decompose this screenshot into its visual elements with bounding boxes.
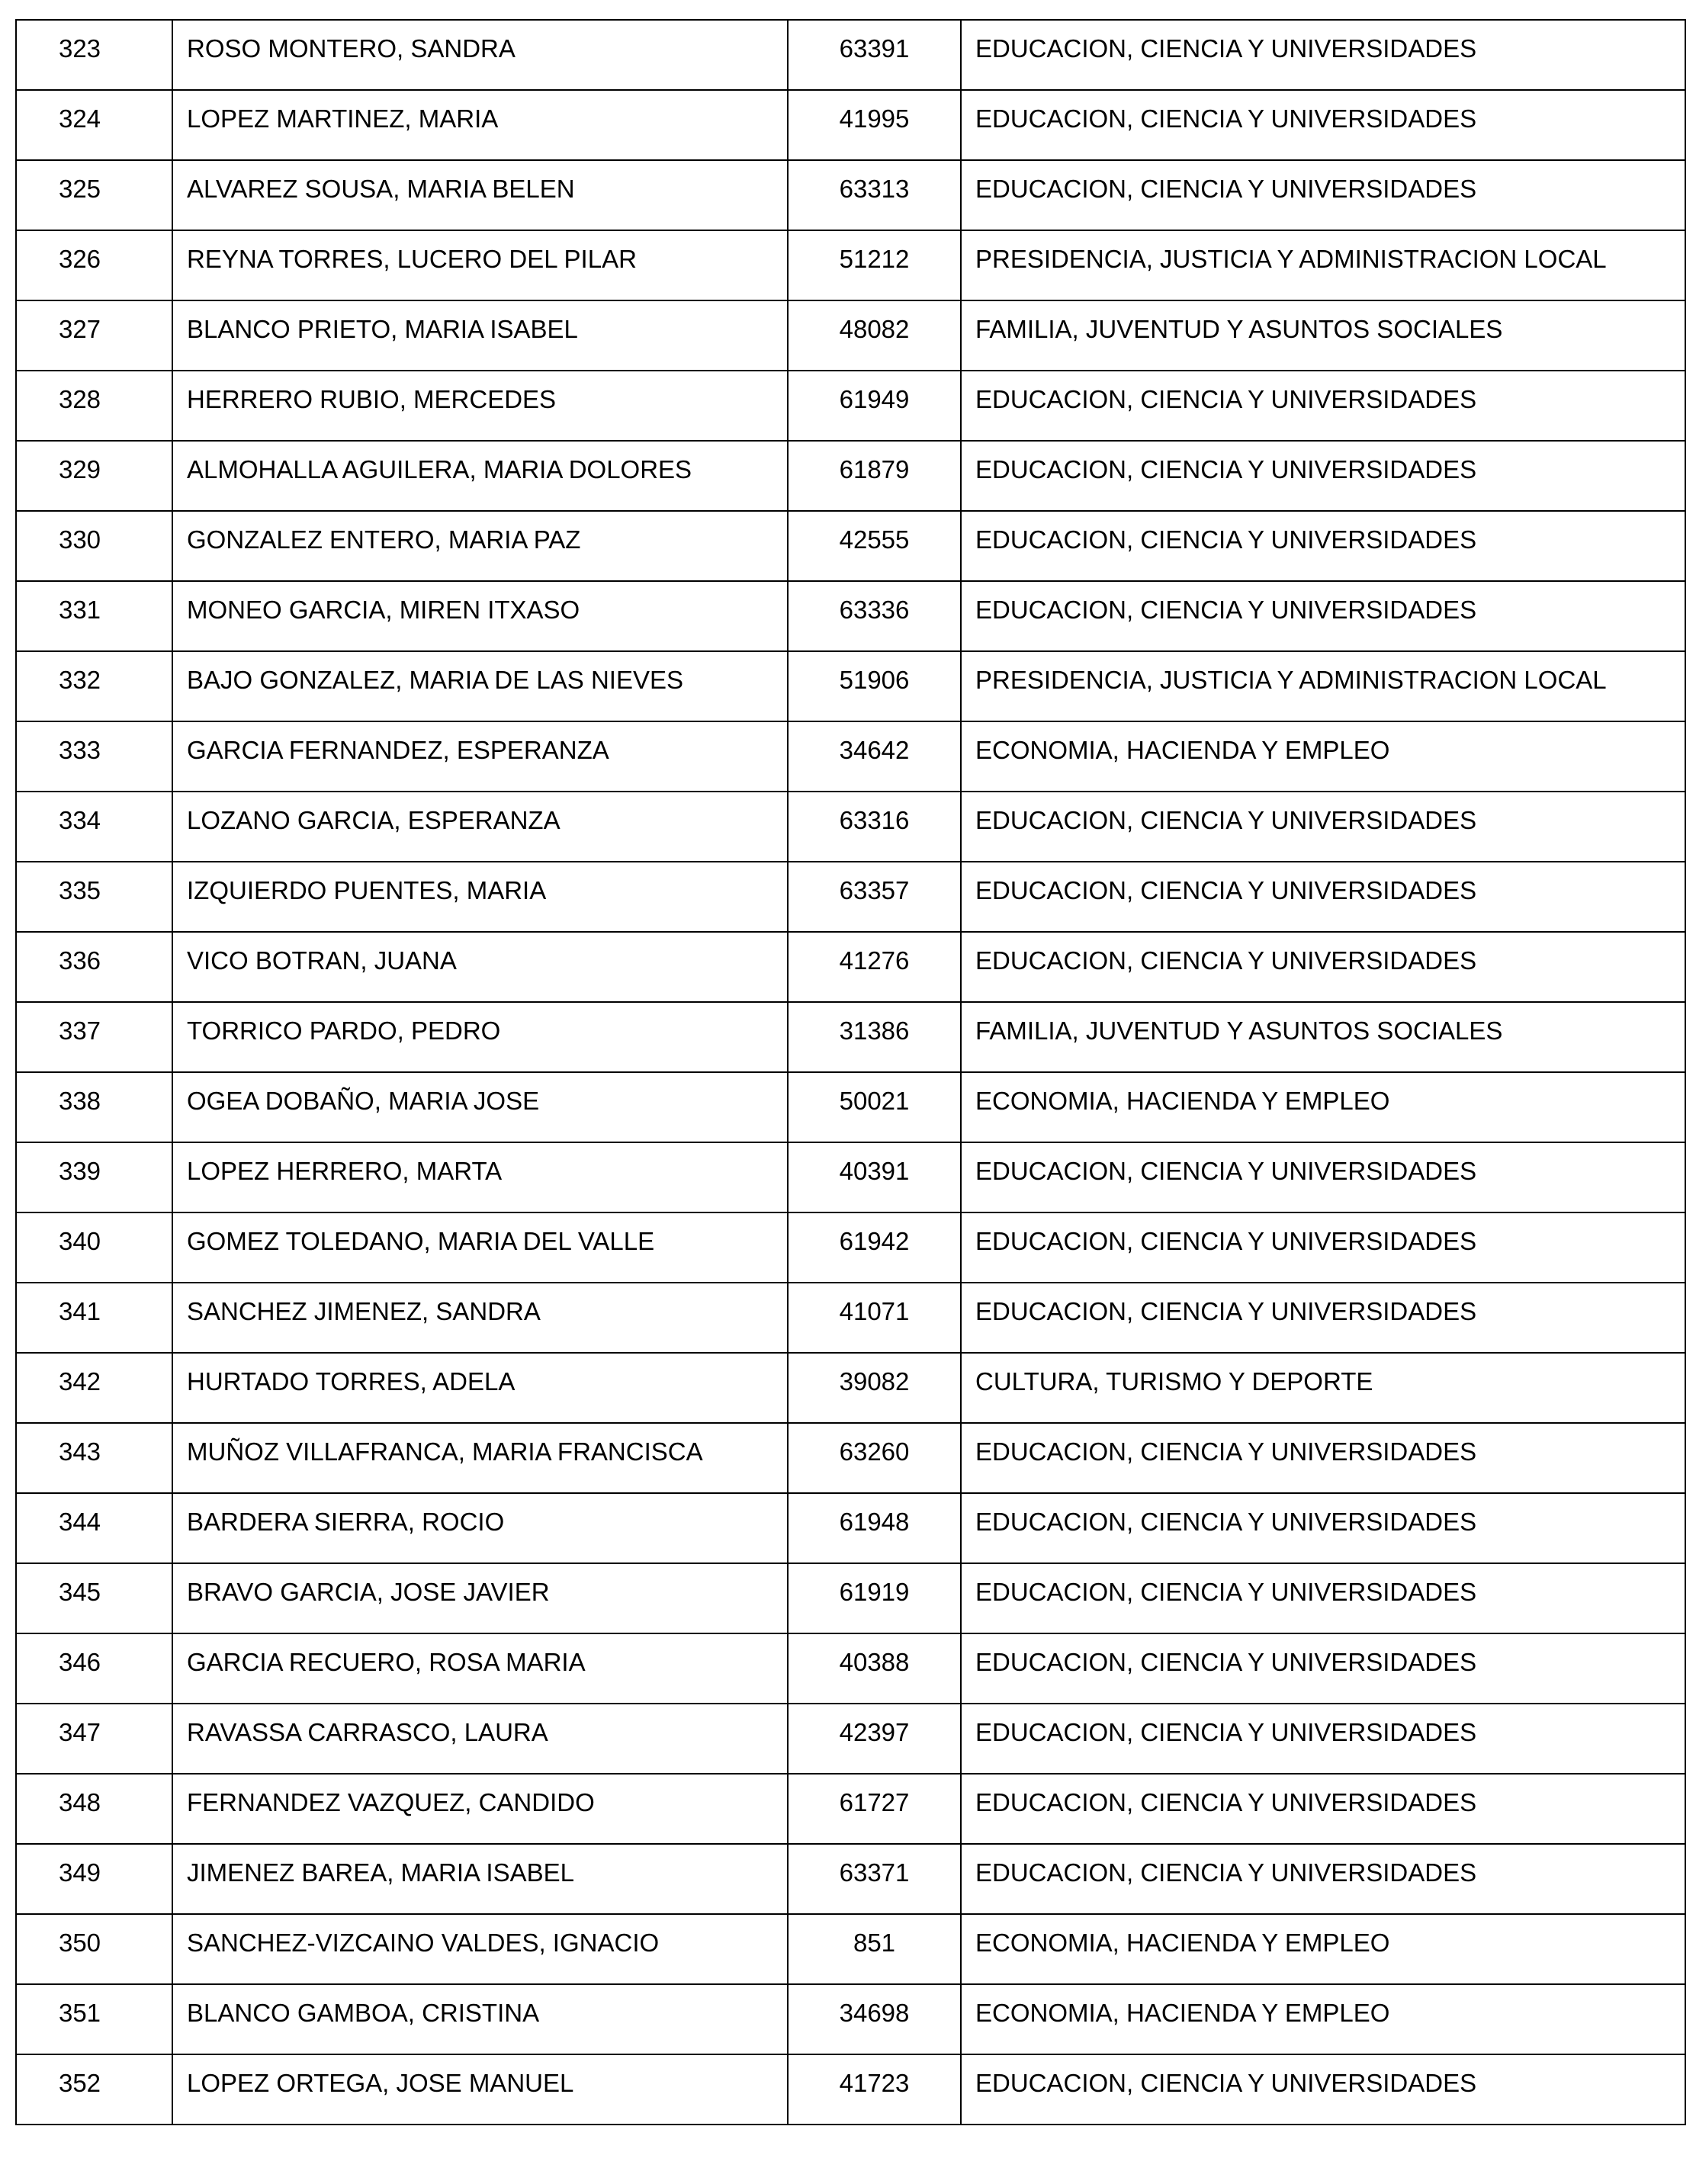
row-number-text: 351 [58, 1999, 101, 2027]
department-cell [961, 1212, 1685, 1283]
department-cell [961, 932, 1685, 1002]
row-number-cell [16, 1984, 172, 2054]
registration-code-text: 34698 [839, 1999, 910, 2027]
department-cell [961, 230, 1685, 300]
department-cell [961, 1984, 1685, 2054]
registration-code-text: 34642 [839, 736, 910, 764]
row-number-text: 345 [58, 1578, 101, 1606]
department-text: EDUCACION, CIENCIA Y UNIVERSIDADES [975, 2069, 1477, 2097]
table-row [16, 721, 1685, 792]
registration-code-cell [788, 371, 961, 441]
person-name-cell [172, 1493, 788, 1563]
row-number-text: 333 [58, 736, 101, 764]
department-cell [961, 300, 1685, 371]
registration-code-cell [788, 230, 961, 300]
department-text: EDUCACION, CIENCIA Y UNIVERSIDADES [975, 1157, 1477, 1185]
row-number-cell [16, 511, 172, 581]
registration-code-cell [788, 1844, 961, 1914]
person-name-cell [172, 1914, 788, 1984]
table-row [16, 1283, 1685, 1353]
registration-code-text: 42397 [839, 1718, 910, 1746]
person-name-text: SANCHEZ-VIZCAINO VALDES, IGNACIO [187, 1929, 660, 1957]
row-number-cell [16, 300, 172, 371]
person-name-cell [172, 792, 788, 862]
registration-code-text: 51906 [839, 666, 910, 694]
registration-code-text: 61942 [839, 1227, 910, 1255]
row-number-text: 349 [58, 1858, 101, 1887]
registration-code-cell [788, 1633, 961, 1704]
row-number-text: 334 [58, 806, 101, 834]
row-number-text: 347 [58, 1718, 101, 1746]
department-cell [961, 1704, 1685, 1774]
registration-code-cell [788, 581, 961, 651]
registration-code-cell [788, 1283, 961, 1353]
department-cell [961, 1142, 1685, 1212]
table-row [16, 1353, 1685, 1423]
table-row [16, 90, 1685, 160]
department-text: EDUCACION, CIENCIA Y UNIVERSIDADES [975, 1297, 1477, 1325]
department-text: EDUCACION, CIENCIA Y UNIVERSIDADES [975, 1437, 1477, 1466]
department-cell [961, 1633, 1685, 1704]
department-cell [961, 2054, 1685, 2125]
registration-code-text: 63357 [839, 876, 910, 904]
registration-code-text: 63313 [839, 175, 910, 203]
department-text: PRESIDENCIA, JUSTICIA Y ADMINISTRACION LOCAL [975, 666, 1607, 694]
registration-code-text: 31386 [839, 1017, 910, 1045]
row-number-text: 337 [58, 1017, 101, 1045]
person-name-cell [172, 20, 788, 90]
department-cell [961, 1283, 1685, 1353]
person-name-text: REYNA TORRES, LUCERO DEL PILAR [187, 245, 637, 273]
department-cell [961, 90, 1685, 160]
row-number-cell [16, 2054, 172, 2125]
row-number-cell [16, 1353, 172, 1423]
department-text: EDUCACION, CIENCIA Y UNIVERSIDADES [975, 1227, 1477, 1255]
person-name-cell [172, 90, 788, 160]
department-cell [961, 1774, 1685, 1844]
registration-code-text: 51212 [839, 245, 910, 273]
department-cell [961, 1563, 1685, 1633]
department-text: EDUCACION, CIENCIA Y UNIVERSIDADES [975, 385, 1477, 413]
registration-code-cell [788, 300, 961, 371]
person-name-text: GOMEZ TOLEDANO, MARIA DEL VALLE [187, 1227, 655, 1255]
person-name-text: FERNANDEZ VAZQUEZ, CANDIDO [187, 1788, 595, 1816]
row-number-cell [16, 1493, 172, 1563]
person-name-text: MONEO GARCIA, MIREN ITXASO [187, 596, 580, 624]
person-name-text: RAVASSA CARRASCO, LAURA [187, 1718, 548, 1746]
department-text: ECONOMIA, HACIENDA Y EMPLEO [975, 1999, 1390, 2027]
department-text: EDUCACION, CIENCIA Y UNIVERSIDADES [975, 1718, 1477, 1746]
person-name-text: LOPEZ ORTEGA, JOSE MANUEL [187, 2069, 574, 2097]
table-row [16, 230, 1685, 300]
registration-code-text: 41276 [839, 946, 910, 975]
department-cell [961, 1353, 1685, 1423]
registration-code-cell [788, 1984, 961, 2054]
row-number-cell [16, 20, 172, 90]
table-row [16, 371, 1685, 441]
person-name-text: OGEA DOBAÑO, MARIA JOSE [187, 1087, 540, 1115]
registration-code-cell [788, 1353, 961, 1423]
registration-code-cell [788, 1002, 961, 1072]
person-name-cell [172, 2054, 788, 2125]
row-number-cell [16, 1774, 172, 1844]
department-cell [961, 792, 1685, 862]
table-row [16, 1212, 1685, 1283]
registration-code-cell [788, 862, 961, 932]
table-row [16, 1002, 1685, 1072]
registration-code-text: 61727 [839, 1788, 910, 1816]
registration-code-text: 41995 [839, 104, 910, 133]
person-name-text: BARDERA SIERRA, ROCIO [187, 1508, 505, 1536]
person-name-cell [172, 1423, 788, 1493]
row-number-text: 336 [58, 946, 101, 975]
department-text: FAMILIA, JUVENTUD Y ASUNTOS SOCIALES [975, 1017, 1503, 1045]
row-number-text: 323 [58, 34, 101, 63]
row-number-cell [16, 1704, 172, 1774]
registration-code-cell [788, 511, 961, 581]
row-number-cell [16, 651, 172, 721]
department-text: EDUCACION, CIENCIA Y UNIVERSIDADES [975, 876, 1477, 904]
person-name-text: MUÑOZ VILLAFRANCA, MARIA FRANCISCA [187, 1437, 703, 1466]
registration-code-text: 41071 [839, 1297, 910, 1325]
person-name-cell [172, 1984, 788, 2054]
department-cell [961, 20, 1685, 90]
department-cell [961, 1844, 1685, 1914]
department-text: ECONOMIA, HACIENDA Y EMPLEO [975, 736, 1390, 764]
department-cell [961, 160, 1685, 230]
registration-code-text: 48082 [839, 315, 910, 343]
table-row [16, 511, 1685, 581]
registration-code-text: 61949 [839, 385, 910, 413]
person-name-text: GARCIA RECUERO, ROSA MARIA [187, 1648, 586, 1676]
person-name-cell [172, 1563, 788, 1633]
person-name-text: ALVAREZ SOUSA, MARIA BELEN [187, 175, 575, 203]
person-name-cell [172, 1844, 788, 1914]
row-number-cell [16, 1633, 172, 1704]
department-text: CULTURA, TURISMO Y DEPORTE [975, 1367, 1373, 1396]
department-cell [961, 1002, 1685, 1072]
row-number-cell [16, 1002, 172, 1072]
row-number-cell [16, 932, 172, 1002]
department-cell [961, 581, 1685, 651]
row-number-text: 348 [58, 1788, 101, 1816]
registration-code-cell [788, 721, 961, 792]
row-number-text: 331 [58, 596, 101, 624]
row-number-text: 352 [58, 2069, 101, 2097]
table-row [16, 1704, 1685, 1774]
person-name-text: BLANCO PRIETO, MARIA ISABEL [187, 315, 578, 343]
department-text: EDUCACION, CIENCIA Y UNIVERSIDADES [975, 34, 1477, 63]
person-name-cell [172, 581, 788, 651]
department-text: ECONOMIA, HACIENDA Y EMPLEO [975, 1929, 1390, 1957]
department-text: EDUCACION, CIENCIA Y UNIVERSIDADES [975, 806, 1477, 834]
row-number-text: 346 [58, 1648, 101, 1676]
registration-code-cell [788, 1914, 961, 1984]
registration-code-text: 63316 [839, 806, 910, 834]
registration-code-cell [788, 1423, 961, 1493]
table-row [16, 1423, 1685, 1493]
person-name-cell [172, 1002, 788, 1072]
table-row [16, 1633, 1685, 1704]
person-name-text: ROSO MONTERO, SANDRA [187, 34, 516, 63]
person-name-text: HERRERO RUBIO, MERCEDES [187, 385, 557, 413]
person-name-text: GARCIA FERNANDEZ, ESPERANZA [187, 736, 609, 764]
table-row [16, 1984, 1685, 2054]
table-row [16, 1072, 1685, 1142]
department-text: ECONOMIA, HACIENDA Y EMPLEO [975, 1087, 1390, 1115]
registration-code-cell [788, 1212, 961, 1283]
row-number-text: 339 [58, 1157, 101, 1185]
person-name-text: BRAVO GARCIA, JOSE JAVIER [187, 1578, 550, 1606]
department-text: EDUCACION, CIENCIA Y UNIVERSIDADES [975, 1508, 1477, 1536]
person-name-cell [172, 1353, 788, 1423]
row-number-cell [16, 1212, 172, 1283]
row-number-cell [16, 1844, 172, 1914]
department-cell [961, 441, 1685, 511]
table-row [16, 792, 1685, 862]
registration-code-text: 40388 [839, 1648, 910, 1676]
row-number-text: 324 [58, 104, 101, 133]
registration-code-cell [788, 1704, 961, 1774]
department-text: FAMILIA, JUVENTUD Y ASUNTOS SOCIALES [975, 315, 1503, 343]
row-number-text: 342 [58, 1367, 101, 1396]
department-cell [961, 371, 1685, 441]
department-cell [961, 1493, 1685, 1563]
department-text: EDUCACION, CIENCIA Y UNIVERSIDADES [975, 525, 1477, 554]
table-row [16, 20, 1685, 90]
table-row [16, 1142, 1685, 1212]
person-name-text: ALMOHALLA AGUILERA, MARIA DOLORES [187, 455, 692, 483]
registration-code-text: 63371 [839, 1858, 910, 1887]
row-number-text: 350 [58, 1929, 101, 1957]
department-cell [961, 1914, 1685, 1984]
table-row [16, 441, 1685, 511]
department-cell [961, 721, 1685, 792]
registration-code-cell [788, 651, 961, 721]
table-row [16, 1774, 1685, 1844]
registration-code-text: 39082 [839, 1367, 910, 1396]
row-number-cell [16, 441, 172, 511]
person-name-cell [172, 371, 788, 441]
row-number-cell [16, 1563, 172, 1633]
table-row [16, 1844, 1685, 1914]
person-name-cell [172, 160, 788, 230]
row-number-text: 326 [58, 245, 101, 273]
row-number-text: 329 [58, 455, 101, 483]
row-number-cell [16, 1142, 172, 1212]
person-name-cell [172, 230, 788, 300]
person-name-cell [172, 1704, 788, 1774]
registration-code-cell [788, 1563, 961, 1633]
registration-code-text: 61948 [839, 1508, 910, 1536]
person-name-text: LOZANO GARCIA, ESPERANZA [187, 806, 561, 834]
row-number-cell [16, 792, 172, 862]
row-number-cell [16, 90, 172, 160]
department-text: EDUCACION, CIENCIA Y UNIVERSIDADES [975, 596, 1477, 624]
row-number-text: 332 [58, 666, 101, 694]
registration-code-text: 41723 [839, 2069, 910, 2097]
row-number-cell [16, 1423, 172, 1493]
person-name-text: JIMENEZ BAREA, MARIA ISABEL [187, 1858, 574, 1887]
registration-code-cell [788, 441, 961, 511]
registration-code-cell [788, 792, 961, 862]
person-name-cell [172, 1072, 788, 1142]
person-name-cell [172, 1212, 788, 1283]
table-row [16, 1493, 1685, 1563]
person-name-cell [172, 441, 788, 511]
department-cell [961, 1423, 1685, 1493]
table-row [16, 651, 1685, 721]
person-name-text: BAJO GONZALEZ, MARIA DE LAS NIEVES [187, 666, 684, 694]
registration-code-cell [788, 1493, 961, 1563]
table-row [16, 581, 1685, 651]
table-body [16, 20, 1685, 2125]
person-name-text: LOPEZ MARTINEZ, MARIA [187, 104, 499, 133]
department-text: PRESIDENCIA, JUSTICIA Y ADMINISTRACION LOCAL [975, 245, 1607, 273]
department-text: EDUCACION, CIENCIA Y UNIVERSIDADES [975, 1788, 1477, 1816]
registration-code-text: 63391 [839, 34, 910, 63]
registration-code-text: 61919 [839, 1578, 910, 1606]
person-name-text: VICO BOTRAN, JUANA [187, 946, 457, 975]
row-number-cell [16, 581, 172, 651]
registration-code-text: 40391 [839, 1157, 910, 1185]
row-number-text: 341 [58, 1297, 101, 1325]
person-name-cell [172, 932, 788, 1002]
person-name-text: BLANCO GAMBOA, CRISTINA [187, 1999, 540, 2027]
table-row [16, 1563, 1685, 1633]
row-number-text: 344 [58, 1508, 101, 1536]
row-number-text: 330 [58, 525, 101, 554]
registration-code-cell [788, 90, 961, 160]
person-name-cell [172, 1142, 788, 1212]
table-row [16, 862, 1685, 932]
department-cell [961, 862, 1685, 932]
table-row [16, 1914, 1685, 1984]
department-cell [961, 651, 1685, 721]
department-text: EDUCACION, CIENCIA Y UNIVERSIDADES [975, 1858, 1477, 1887]
registration-code-cell [788, 1072, 961, 1142]
document-page [15, 19, 1685, 2125]
department-text: EDUCACION, CIENCIA Y UNIVERSIDADES [975, 104, 1477, 133]
person-name-text: GONZALEZ ENTERO, MARIA PAZ [187, 525, 581, 554]
row-number-cell [16, 160, 172, 230]
person-name-text: LOPEZ HERRERO, MARTA [187, 1157, 503, 1185]
registration-code-text: 61879 [839, 455, 910, 483]
registration-code-cell [788, 1142, 961, 1212]
row-number-cell [16, 721, 172, 792]
table-row [16, 932, 1685, 1002]
row-number-cell [16, 862, 172, 932]
row-number-cell [16, 1914, 172, 1984]
person-name-cell [172, 651, 788, 721]
registration-code-cell [788, 932, 961, 1002]
row-number-cell [16, 230, 172, 300]
personnel-table [15, 19, 1686, 2125]
row-number-text: 325 [58, 175, 101, 203]
registration-code-text: 63336 [839, 596, 910, 624]
row-number-cell [16, 1283, 172, 1353]
registration-code-text: 42555 [839, 525, 910, 554]
row-number-text: 327 [58, 315, 101, 343]
department-text: EDUCACION, CIENCIA Y UNIVERSIDADES [975, 1578, 1477, 1606]
row-number-cell [16, 371, 172, 441]
person-name-cell [172, 721, 788, 792]
registration-code-cell [788, 160, 961, 230]
person-name-text: SANCHEZ JIMENEZ, SANDRA [187, 1297, 541, 1325]
person-name-cell [172, 511, 788, 581]
person-name-cell [172, 1774, 788, 1844]
registration-code-cell [788, 20, 961, 90]
department-cell [961, 1072, 1685, 1142]
person-name-text: IZQUIERDO PUENTES, MARIA [187, 876, 547, 904]
department-text: EDUCACION, CIENCIA Y UNIVERSIDADES [975, 175, 1477, 203]
registration-code-text: 63260 [839, 1437, 910, 1466]
row-number-cell [16, 1072, 172, 1142]
person-name-text: HURTADO TORRES, ADELA [187, 1367, 516, 1396]
registration-code-text: 50021 [839, 1087, 910, 1115]
registration-code-text: 851 [853, 1929, 896, 1957]
department-text: EDUCACION, CIENCIA Y UNIVERSIDADES [975, 946, 1477, 975]
table-row [16, 2054, 1685, 2125]
department-text: EDUCACION, CIENCIA Y UNIVERSIDADES [975, 1648, 1477, 1676]
person-name-cell [172, 1283, 788, 1353]
person-name-cell [172, 862, 788, 932]
registration-code-cell [788, 2054, 961, 2125]
row-number-text: 328 [58, 385, 101, 413]
table-row [16, 160, 1685, 230]
department-cell [961, 511, 1685, 581]
row-number-text: 338 [58, 1087, 101, 1115]
row-number-text: 335 [58, 876, 101, 904]
person-name-cell [172, 1633, 788, 1704]
person-name-cell [172, 300, 788, 371]
department-text: EDUCACION, CIENCIA Y UNIVERSIDADES [975, 455, 1477, 483]
row-number-text: 343 [58, 1437, 101, 1466]
row-number-text: 340 [58, 1227, 101, 1255]
registration-code-cell [788, 1774, 961, 1844]
person-name-text: TORRICO PARDO, PEDRO [187, 1017, 501, 1045]
table-row [16, 300, 1685, 371]
